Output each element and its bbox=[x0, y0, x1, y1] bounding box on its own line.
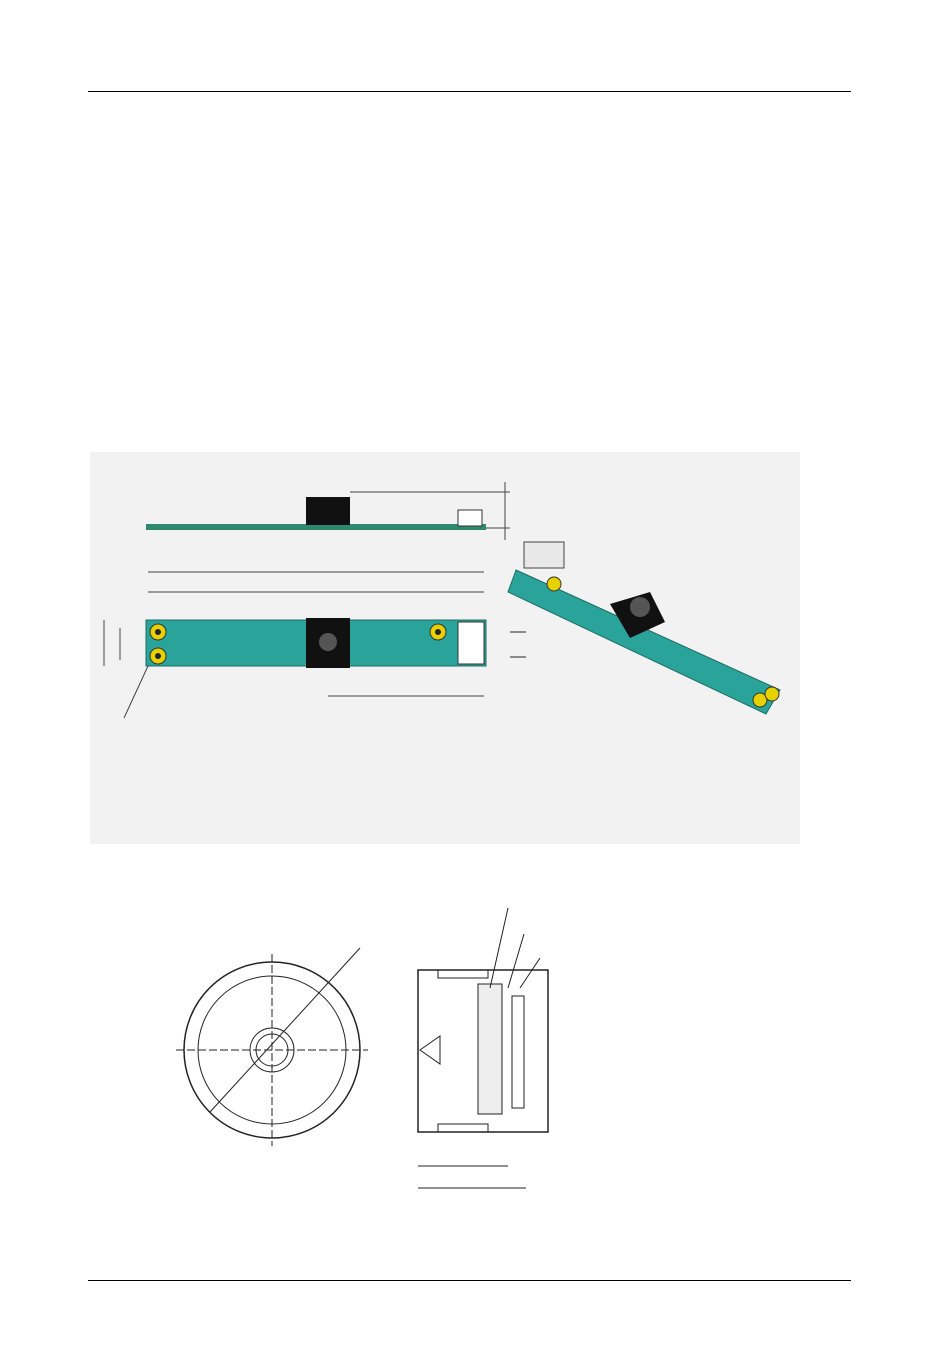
section-title-lens bbox=[90, 856, 106, 874]
footer-rule bbox=[88, 1280, 851, 1281]
header-rule bbox=[88, 91, 851, 92]
lens-drawing bbox=[170, 888, 790, 1208]
module-drawing bbox=[90, 452, 800, 844]
